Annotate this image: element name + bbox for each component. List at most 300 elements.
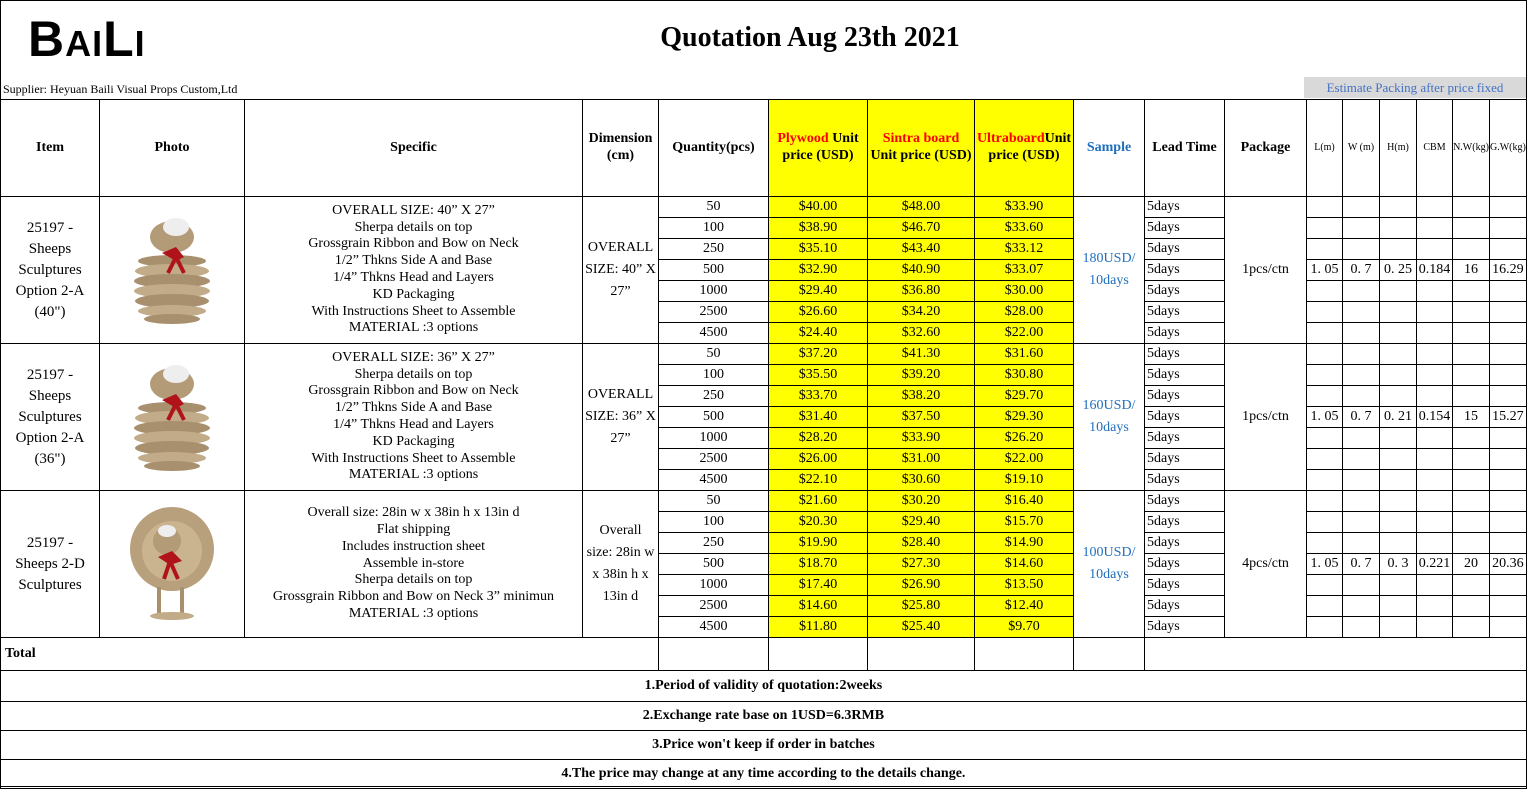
spec-line: Grossgrain Ribbon and Bow on Neck 3” minimun xyxy=(272,589,555,605)
cbm-cell xyxy=(1417,491,1453,512)
plywood-price-cell: $17.40 xyxy=(769,575,868,596)
cbm-cell xyxy=(1417,218,1453,239)
gross-weight-cell xyxy=(1490,575,1527,596)
quantity-cell: 50 xyxy=(659,197,769,218)
spec-line: 1/2” Thkns Side A and Base xyxy=(334,253,493,269)
package-cell: 1pcs/ctn xyxy=(1225,197,1307,344)
cbm-cell xyxy=(1417,302,1453,323)
total-remainder xyxy=(1145,638,1527,671)
plywood-price-cell: $24.40 xyxy=(769,323,868,344)
length-cell xyxy=(1307,617,1343,638)
gross-weight-cell xyxy=(1490,386,1527,407)
length-cell xyxy=(1307,491,1343,512)
cbm-cell: 0.184 xyxy=(1417,260,1453,281)
quantity-cell: 100 xyxy=(659,218,769,239)
lead-time-cell: 5days xyxy=(1145,323,1225,344)
note-text: 2.Exchange rate base on 1USD=6.3RMB xyxy=(1,702,1527,731)
net-weight-cell xyxy=(1453,449,1490,470)
height-cell: 0. 25 xyxy=(1380,260,1417,281)
height-cell xyxy=(1380,575,1417,596)
spec-line: 1/4” Thkns Head and Layers xyxy=(333,270,494,285)
header-width: W (m) xyxy=(1343,100,1380,197)
quantity-cell: 4500 xyxy=(659,470,769,491)
quantity-cell: 4500 xyxy=(659,323,769,344)
width-cell xyxy=(1343,323,1380,344)
plywood-price-cell: $20.30 xyxy=(769,512,868,533)
length-cell: 1. 05 xyxy=(1307,260,1343,281)
net-weight-cell xyxy=(1453,302,1490,323)
spec-list xyxy=(245,491,583,638)
spec-line: Overall size: 28in w x 38in h x 13in d xyxy=(307,505,520,521)
ultraboard-price-cell: $30.00 xyxy=(975,281,1074,302)
width-cell xyxy=(1343,344,1380,365)
net-weight-cell: 15 xyxy=(1453,407,1490,428)
quantity-cell: 2500 xyxy=(659,302,769,323)
spec-line: Sherpa details on top xyxy=(354,366,473,382)
net-weight-cell: 16 xyxy=(1453,260,1490,281)
sample-cell: 100USD/ 10days xyxy=(1074,491,1145,638)
ultraboard-price-cell: $15.70 xyxy=(975,512,1074,533)
net-weight-cell: 20 xyxy=(1453,554,1490,575)
quantity-cell: 1000 xyxy=(659,281,769,302)
note-row xyxy=(1,731,1527,760)
lead-time-cell: 5days xyxy=(1145,344,1225,365)
length-cell xyxy=(1307,323,1343,344)
gross-weight-cell xyxy=(1490,512,1527,533)
lead-time-cell: 5days xyxy=(1145,365,1225,386)
quantity-cell: 4500 xyxy=(659,617,769,638)
height-cell xyxy=(1380,470,1417,491)
ultraboard-price-cell: $30.80 xyxy=(975,365,1074,386)
height-cell xyxy=(1380,218,1417,239)
quantity-cell: 2500 xyxy=(659,596,769,617)
sheep-2d-sculpture-photo xyxy=(122,499,222,624)
gross-weight-cell xyxy=(1490,365,1527,386)
plywood-price-cell: $28.20 xyxy=(769,428,868,449)
plywood-price-cell: $35.10 xyxy=(769,239,868,260)
width-cell: 0. 7 xyxy=(1343,554,1380,575)
spec-line: KD Packaging xyxy=(372,433,455,449)
note-text: 1.Period of validity of quotation:2weeks xyxy=(1,671,1527,702)
total-quantity xyxy=(659,638,769,671)
gross-weight-cell xyxy=(1490,323,1527,344)
length-cell xyxy=(1307,386,1343,407)
net-weight-cell xyxy=(1453,239,1490,260)
lead-time-cell: 5days xyxy=(1145,260,1225,281)
gross-weight-cell xyxy=(1490,470,1527,491)
width-cell xyxy=(1343,617,1380,638)
sintra-price-cell: $25.40 xyxy=(868,617,975,638)
quantity-cell: 50 xyxy=(659,491,769,512)
lead-time-cell: 5days xyxy=(1145,386,1225,407)
sintra-price-cell: $26.90 xyxy=(868,575,975,596)
height-cell xyxy=(1380,491,1417,512)
item-name: 25197 - Sheeps 2-D Sculptures xyxy=(1,491,100,638)
ultraboard-price-cell: $14.90 xyxy=(975,533,1074,554)
cbm-cell xyxy=(1417,239,1453,260)
plywood-price-cell: $31.40 xyxy=(769,407,868,428)
quantity-cell: 100 xyxy=(659,512,769,533)
ultraboard-price-cell: $33.60 xyxy=(975,218,1074,239)
baili-logo: BAILI xyxy=(28,11,146,67)
spec-line: Sherpa details on top xyxy=(354,572,473,588)
lead-time-cell: 5days xyxy=(1145,533,1225,554)
height-cell xyxy=(1380,239,1417,260)
gross-weight-cell: 15.27 xyxy=(1490,407,1527,428)
plywood-price-cell: $26.00 xyxy=(769,449,868,470)
length-cell xyxy=(1307,533,1343,554)
height-cell xyxy=(1380,617,1417,638)
header-plywood-price: Plywood Unit price (USD) xyxy=(769,100,868,197)
net-weight-cell xyxy=(1453,344,1490,365)
item-name: 25197 - Sheeps Sculptures Option 2-A (40") xyxy=(1,197,100,344)
quantity-cell: 1000 xyxy=(659,575,769,596)
cbm-cell xyxy=(1417,617,1453,638)
cbm-cell xyxy=(1417,533,1453,554)
lead-time-cell: 5days xyxy=(1145,491,1225,512)
ultraboard-price-cell: $28.00 xyxy=(975,302,1074,323)
ultraboard-price-cell: $31.60 xyxy=(975,344,1074,365)
width-cell xyxy=(1343,575,1380,596)
width-cell xyxy=(1343,302,1380,323)
header-package: Package xyxy=(1225,100,1307,197)
header-length: L(m) xyxy=(1307,100,1343,197)
header-cbm: CBM xyxy=(1417,100,1453,197)
total-plywood xyxy=(769,638,868,671)
length-cell xyxy=(1307,428,1343,449)
length-cell xyxy=(1307,302,1343,323)
lead-time-cell: 5days xyxy=(1145,575,1225,596)
spec-line: Flat shipping xyxy=(376,522,451,537)
net-weight-cell xyxy=(1453,428,1490,449)
gross-weight-cell xyxy=(1490,197,1527,218)
spec-line: Includes instruction sheet xyxy=(341,538,486,554)
sintra-price-cell: $30.20 xyxy=(868,491,975,512)
header-net-weight: N.W(kg) xyxy=(1453,100,1490,197)
spec-line: OVERALL SIZE: 36” X 27” xyxy=(332,349,495,365)
lead-time-cell: 5days xyxy=(1145,470,1225,491)
spec-line: MATERIAL :3 options xyxy=(348,320,479,336)
package-cell: 4pcs/ctn xyxy=(1225,491,1307,638)
spec-line: KD Packaging xyxy=(372,286,455,302)
sintra-price-cell: $30.60 xyxy=(868,470,975,491)
total-row xyxy=(1,638,1527,671)
header-photo: Photo xyxy=(100,100,245,197)
price-row xyxy=(1,197,1527,218)
ultraboard-price-cell: $14.60 xyxy=(975,554,1074,575)
gross-weight-cell xyxy=(1490,281,1527,302)
plywood-price-cell: $33.70 xyxy=(769,386,868,407)
header-sintra-price: Sintra board Unit price (USD) xyxy=(868,100,975,197)
gross-weight-cell xyxy=(1490,218,1527,239)
net-weight-cell xyxy=(1453,596,1490,617)
gross-weight-cell xyxy=(1490,596,1527,617)
sintra-price-cell: $29.40 xyxy=(868,512,975,533)
dimension-cell: OVERALL SIZE: 36” X 27” xyxy=(583,344,659,491)
net-weight-cell xyxy=(1453,281,1490,302)
net-weight-cell xyxy=(1453,386,1490,407)
width-cell: 0. 7 xyxy=(1343,260,1380,281)
cbm-cell xyxy=(1417,281,1453,302)
header-sample: Sample xyxy=(1074,100,1145,197)
header-dimension: Dimension (cm) xyxy=(583,100,659,197)
sintra-price-cell: $41.30 xyxy=(868,344,975,365)
sintra-price-cell: $33.90 xyxy=(868,428,975,449)
net-weight-cell xyxy=(1453,512,1490,533)
height-cell xyxy=(1380,428,1417,449)
net-weight-cell xyxy=(1453,323,1490,344)
product-photo xyxy=(100,491,245,638)
spec-line: MATERIAL :3 options xyxy=(348,467,479,483)
dimension-cell: OVERALL SIZE: 40” X 27” xyxy=(583,197,659,344)
width-cell xyxy=(1343,281,1380,302)
plywood-price-cell: $26.60 xyxy=(769,302,868,323)
length-cell xyxy=(1307,281,1343,302)
height-cell xyxy=(1380,344,1417,365)
cbm-cell xyxy=(1417,365,1453,386)
height-cell xyxy=(1380,596,1417,617)
cbm-cell xyxy=(1417,575,1453,596)
quantity-cell: 500 xyxy=(659,407,769,428)
length-cell xyxy=(1307,449,1343,470)
header-item: Item xyxy=(1,100,100,197)
cbm-cell: 0.154 xyxy=(1417,407,1453,428)
spec-line: With Instructions Sheet to Assemble xyxy=(311,450,516,466)
gross-weight-cell xyxy=(1490,428,1527,449)
spec-line: Grossgrain Ribbon and Bow on Neck xyxy=(308,236,519,252)
quantity-cell: 250 xyxy=(659,386,769,407)
note-row xyxy=(1,702,1527,731)
cbm-cell xyxy=(1417,428,1453,449)
lead-time-cell: 5days xyxy=(1145,302,1225,323)
height-cell xyxy=(1380,533,1417,554)
ultraboard-price-cell: $19.10 xyxy=(975,470,1074,491)
width-cell xyxy=(1343,428,1380,449)
price-row xyxy=(1,344,1527,365)
note-row xyxy=(1,760,1527,789)
net-weight-cell xyxy=(1453,491,1490,512)
net-weight-cell xyxy=(1453,617,1490,638)
quantity-cell: 1000 xyxy=(659,428,769,449)
cbm-cell xyxy=(1417,197,1453,218)
length-cell xyxy=(1307,239,1343,260)
plywood-price-cell: $32.90 xyxy=(769,260,868,281)
quantity-cell: 2500 xyxy=(659,449,769,470)
plywood-price-cell: $19.90 xyxy=(769,533,868,554)
plywood-price-cell: $11.80 xyxy=(769,617,868,638)
net-weight-cell xyxy=(1453,218,1490,239)
width-cell xyxy=(1343,470,1380,491)
sheep-sculpture-photo xyxy=(122,205,222,330)
width-cell xyxy=(1343,533,1380,554)
header-quantity: Quantity(pcs) xyxy=(659,100,769,197)
sheep-sculpture-photo xyxy=(122,352,222,477)
ultraboard-price-cell: $29.70 xyxy=(975,386,1074,407)
ultraboard-price-cell: $22.00 xyxy=(975,323,1074,344)
quantity-cell: 500 xyxy=(659,554,769,575)
plywood-price-cell: $21.60 xyxy=(769,491,868,512)
width-cell xyxy=(1343,491,1380,512)
quantity-cell: 500 xyxy=(659,260,769,281)
width-cell xyxy=(1343,596,1380,617)
sample-cell: 160USD/ 10days xyxy=(1074,344,1145,491)
width-cell xyxy=(1343,512,1380,533)
sintra-price-cell: $25.80 xyxy=(868,596,975,617)
width-cell xyxy=(1343,449,1380,470)
gross-weight-cell: 20.36 xyxy=(1490,554,1527,575)
cbm-cell xyxy=(1417,470,1453,491)
width-cell xyxy=(1343,197,1380,218)
net-weight-cell xyxy=(1453,470,1490,491)
cbm-cell: 0.221 xyxy=(1417,554,1453,575)
lead-time-cell: 5days xyxy=(1145,281,1225,302)
gross-weight-cell xyxy=(1490,617,1527,638)
height-cell xyxy=(1380,512,1417,533)
lead-time-cell: 5days xyxy=(1145,512,1225,533)
height-cell xyxy=(1380,365,1417,386)
lead-time-cell: 5days xyxy=(1145,596,1225,617)
length-cell xyxy=(1307,197,1343,218)
ultraboard-price-cell: $29.30 xyxy=(975,407,1074,428)
spec-line: With Instructions Sheet to Assemble xyxy=(311,303,516,319)
ultraboard-price-cell: $9.70 xyxy=(975,617,1074,638)
height-cell: 0. 3 xyxy=(1380,554,1417,575)
cbm-cell xyxy=(1417,512,1453,533)
quantity-cell: 250 xyxy=(659,239,769,260)
height-cell xyxy=(1380,281,1417,302)
ultraboard-price-cell: $33.12 xyxy=(975,239,1074,260)
total-label: Total xyxy=(1,638,659,671)
spec-list xyxy=(245,197,583,344)
sintra-price-cell: $37.50 xyxy=(868,407,975,428)
net-weight-cell xyxy=(1453,365,1490,386)
lead-time-cell: 5days xyxy=(1145,218,1225,239)
plywood-price-cell: $35.50 xyxy=(769,365,868,386)
product-photo xyxy=(100,197,245,344)
note-text: 3.Price won't keep if order in batches xyxy=(1,731,1527,760)
length-cell xyxy=(1307,512,1343,533)
length-cell xyxy=(1307,344,1343,365)
sintra-price-cell: $39.20 xyxy=(868,365,975,386)
sintra-price-cell: $48.00 xyxy=(868,197,975,218)
cbm-cell xyxy=(1417,386,1453,407)
sintra-price-cell: $31.00 xyxy=(868,449,975,470)
spec-line: Assemble in-store xyxy=(362,555,465,571)
net-weight-cell xyxy=(1453,197,1490,218)
cbm-cell xyxy=(1417,596,1453,617)
note-text: 4.The price may change at any time according to the details change. xyxy=(1,760,1527,789)
sintra-price-cell: $43.40 xyxy=(868,239,975,260)
lead-time-cell: 5days xyxy=(1145,554,1225,575)
spec-line: 1/2” Thkns Side A and Base xyxy=(334,400,493,416)
sintra-price-cell: $34.20 xyxy=(868,302,975,323)
total-sintra xyxy=(868,638,975,671)
gross-weight-cell: 16.29 xyxy=(1490,260,1527,281)
height-cell xyxy=(1380,302,1417,323)
plywood-price-cell: $38.90 xyxy=(769,218,868,239)
width-cell: 0. 7 xyxy=(1343,407,1380,428)
length-cell xyxy=(1307,470,1343,491)
lead-time-cell: 5days xyxy=(1145,239,1225,260)
note-row xyxy=(1,671,1527,702)
height-cell: 0. 21 xyxy=(1380,407,1417,428)
sintra-price-cell: $32.60 xyxy=(868,323,975,344)
price-row xyxy=(1,491,1527,512)
width-cell xyxy=(1343,218,1380,239)
plywood-price-cell: $37.20 xyxy=(769,344,868,365)
lead-time-cell: 5days xyxy=(1145,617,1225,638)
spec-line: MATERIAL :3 options xyxy=(348,605,479,621)
plywood-price-cell: $29.40 xyxy=(769,281,868,302)
gross-weight-cell xyxy=(1490,239,1527,260)
header-gross-weight: G.W(kg) xyxy=(1490,100,1527,197)
quantity-cell: 100 xyxy=(659,365,769,386)
ultraboard-price-cell: $22.00 xyxy=(975,449,1074,470)
supplier-label: Supplier: Heyuan Baili Visual Props Custom,Ltd xyxy=(3,82,238,96)
lead-time-cell: 5days xyxy=(1145,428,1225,449)
header-ultraboard-price: UltraboardUnit price (USD) xyxy=(975,100,1074,197)
ultraboard-price-cell: $13.50 xyxy=(975,575,1074,596)
spec-list xyxy=(245,344,583,491)
height-cell xyxy=(1380,323,1417,344)
length-cell xyxy=(1307,575,1343,596)
gross-weight-cell xyxy=(1490,344,1527,365)
plywood-price-cell: $14.60 xyxy=(769,596,868,617)
width-cell xyxy=(1343,365,1380,386)
net-weight-cell xyxy=(1453,533,1490,554)
plywood-price-cell: $40.00 xyxy=(769,197,868,218)
header-row xyxy=(1,100,1527,197)
length-cell xyxy=(1307,218,1343,239)
width-cell xyxy=(1343,239,1380,260)
header-height: H(m) xyxy=(1380,100,1417,197)
gross-weight-cell xyxy=(1490,533,1527,554)
cbm-cell xyxy=(1417,344,1453,365)
gross-weight-cell xyxy=(1490,449,1527,470)
length-cell: 1. 05 xyxy=(1307,407,1343,428)
height-cell xyxy=(1380,386,1417,407)
cbm-cell xyxy=(1417,449,1453,470)
ultraboard-price-cell: $26.20 xyxy=(975,428,1074,449)
ultraboard-price-cell: $33.90 xyxy=(975,197,1074,218)
height-cell xyxy=(1380,197,1417,218)
height-cell xyxy=(1380,449,1417,470)
header-specific: Specific xyxy=(245,100,583,197)
product-photo xyxy=(100,344,245,491)
item-name: 25197 - Sheeps Sculptures Option 2-A (36") xyxy=(1,344,100,491)
header-lead-time: Lead Time xyxy=(1145,100,1225,197)
sample-cell: 180USD/ 10days xyxy=(1074,197,1145,344)
lead-time-cell: 5days xyxy=(1145,449,1225,470)
spec-line: OVERALL SIZE: 40” X 27” xyxy=(332,202,495,218)
quantity-cell: 250 xyxy=(659,533,769,554)
length-cell xyxy=(1307,365,1343,386)
length-cell: 1. 05 xyxy=(1307,554,1343,575)
total-sample xyxy=(1074,638,1145,671)
ultraboard-price-cell: $33.07 xyxy=(975,260,1074,281)
package-cell: 1pcs/ctn xyxy=(1225,344,1307,491)
sintra-price-cell: $27.30 xyxy=(868,554,975,575)
gross-weight-cell xyxy=(1490,491,1527,512)
estimate-packing-note: Estimate Packing after price fixed xyxy=(1304,77,1526,98)
plywood-price-cell: $18.70 xyxy=(769,554,868,575)
net-weight-cell xyxy=(1453,575,1490,596)
dimension-cell: Overall size: 28in w x 38in h x 13in d xyxy=(583,491,659,638)
quantity-cell: 50 xyxy=(659,344,769,365)
sintra-price-cell: $40.90 xyxy=(868,260,975,281)
sintra-price-cell: $38.20 xyxy=(868,386,975,407)
plywood-price-cell: $22.10 xyxy=(769,470,868,491)
